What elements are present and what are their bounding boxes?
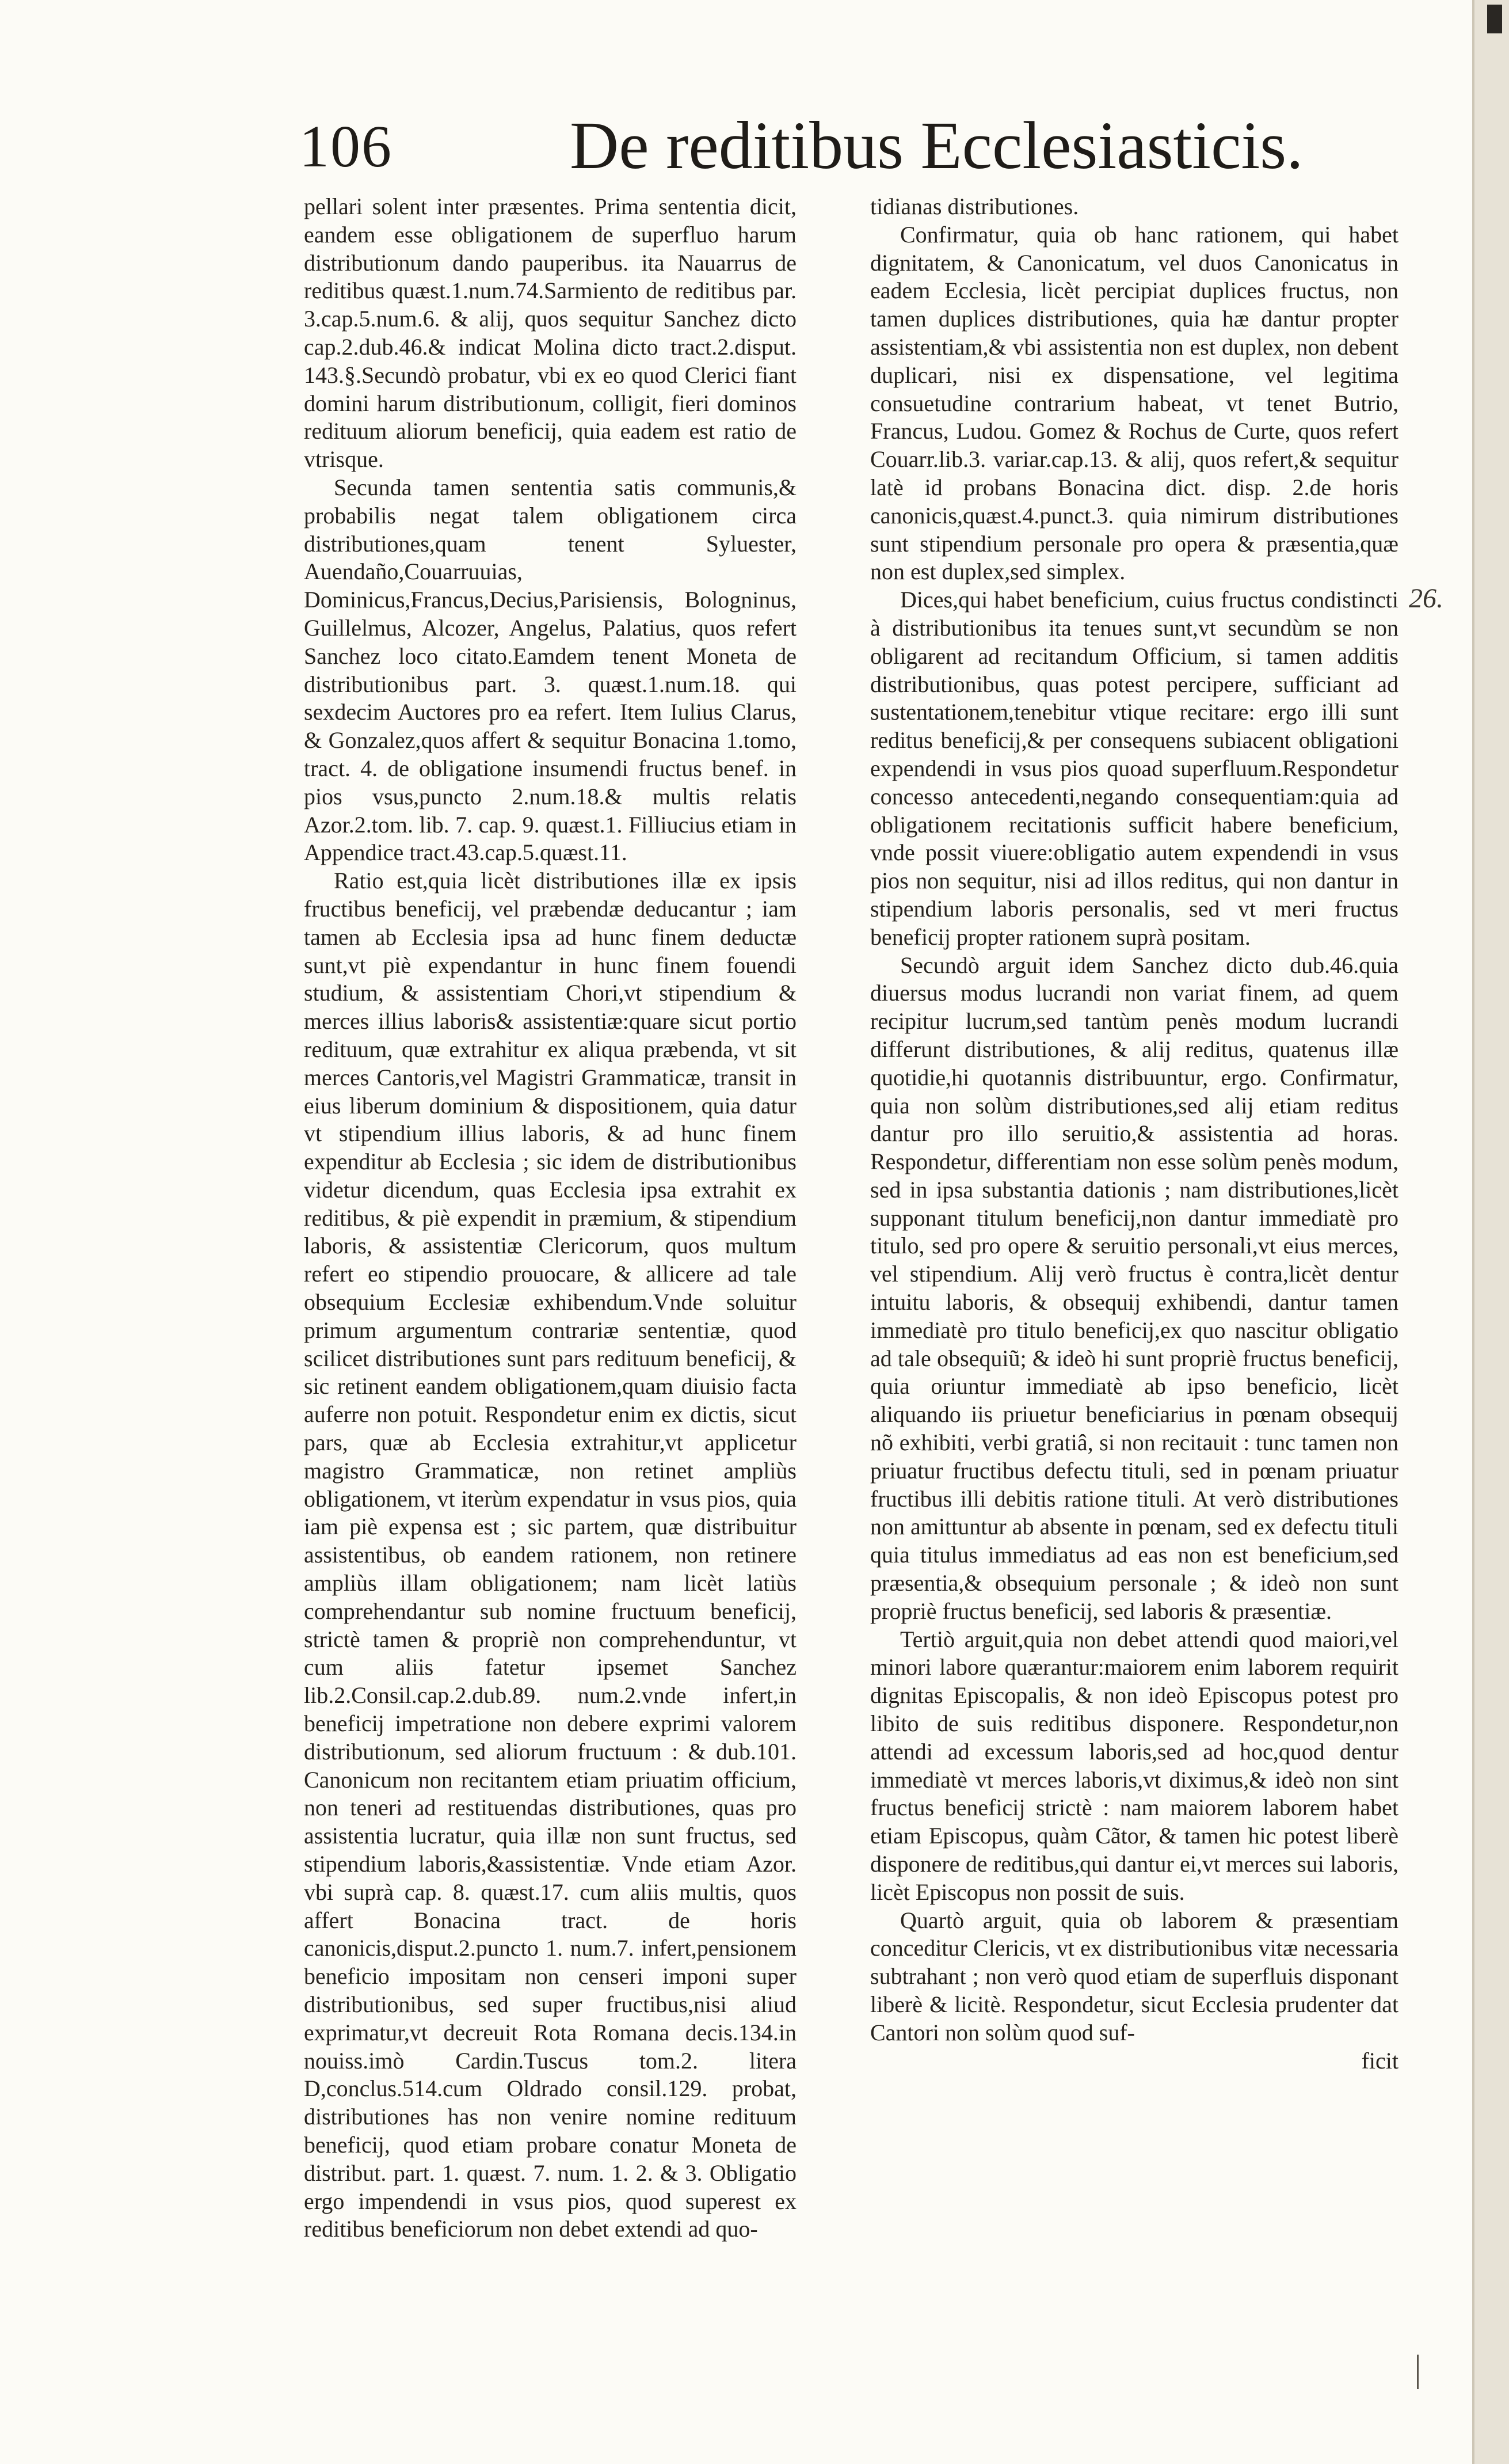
running-title: De reditibus Ecclesiasticis. <box>570 108 1304 183</box>
paragraph: Quartò arguit, quia ob laborem & præsentiam conceditur Clericis, vt ex distributionibus vitæ necessaria subtrahant ; non verò quod etiam de superfluis disponant liberè & licitè. Respondetur, sicut Ecclesia prudenter dat Cantori non solùm quod suf- <box>870 1907 1399 2045</box>
right-column <box>870 193 1399 2075</box>
paragraph: Tertiò arguit,quia non debet attendi quod maiori,vel minori labore quærantur:maiorem enim laborem requirit dignitas Episcopalis, & non ideò Episcopus potest pro libito de suis reditibus disponere. Respondetur,non attendi ad excessum laboris,sed ad hoc,quod dentur immediatè vt merces laboris,vt diximus,& ideò non sint fructus beneficij strictè : nam maiorem laborem habet etiam Episcopus, quàm Cãtor, & tamen hic potest liberè disponere de reditibus,qui dantur ei,vt merces sui laboris, licèt Episcopus non possit de suis. <box>870 1626 1399 1905</box>
paragraph: Secunda tamen sententia satis communis,& probabilis negat talem obligationem circa distributiones,quam tenent Syluester, Auendaño,Couarruuias, Dominicus,Francus,Decius,Parisiensis, Bologninus, Guillelmus, Alcozer, Angelus, Palatius, quos refert Sanchez loco citato.Eamdem tenent Moneta de distributionibus part. 3. quæst.1.num.18. qui sexdecim Auctores pro ea refert. Item Iulius Clarus, & Gonzalez,quos affert & sequitur Bonacina 1.tomo, tract. 4. de obligatione insumendi fructus benef. in pios vsus,puncto 2.num.18.& multis relatis Azor.2.tom. lib. 7. cap. 9. quæst.1. Filliucius etiam in Appendice tract.43.cap.5.quæst.11. <box>304 474 797 866</box>
catchword: ficit <box>1361 2047 1399 2074</box>
page-number: 106 <box>299 113 393 180</box>
paragraph: Confirmatur, quia ob hanc rationem, qui habet dignitatem, & Canonicatum, vel duos Canonicatus in eadem Ecclesia, licèt percipiat duplices fructus, non tamen duplices distributiones, quia hæ dantur propter assistentiam,& vbi assistentia non est duplex, non debent duplicari, nisi ex dispensatione, vel legitima consuetudine contrarium habeat, vt tenet Butrio, Francus, Ludou. Gomez & Rochus de Curte, quos refert Couarr.lib.3. variar.cap.13. & alij, quos refert,& sequitur latè id probans Bonacina dict. disp. 2.de horis canonicis,quæst.4.punct.3. quia nimirum distributiones sunt stipendium personale pro opera & præsentia,quæ non est duplex,sed simplex. <box>870 221 1399 585</box>
margin-note: 26. <box>1409 583 1443 614</box>
paragraph: pellari solent inter præsentes. Prima sententia dicit, eandem esse obligationem de superfluo harum distributionum dando pauperibus. ita Nauarrus de reditibus quæst.1.num.74.Sarmiento de reditibus par. 3.cap.5.num.6. & alij, quos sequitur Sanchez dicto cap.2.dub.46.& indicat Molina dicto tract.2.disput. 143.§.Secundò probatur, vbi ex eo quod Clerici fiant domini harum distributionum, colligit, fieri dominos redituum aliorum beneficij, quia eadem est ratio de vtrisque. <box>304 193 797 473</box>
page-header <box>299 107 1304 187</box>
left-column <box>304 193 797 2244</box>
paragraph: Dices,qui habet beneficium, cuius fructus condistincti à distributionibus ita tenues sunt,vt secundùm se non obligarent ad recitandum Officium, si tamen additis distributionibus, quas potest percipere, sufficiant ad sustentationem,tenebitur vtique recitare: ergo illi sunt reditus beneficij,& per consequens subiacent obligationi expendendi in vsus pios quoad superfluum.Respondetur concesso antecedenti,negando consequentiam:quia ad obligationem recitationis sufficit habere beneficium, vnde possit viuere:obligatio autem expendendi in vsus pios non sequitur, nisi ad illos reditus, qui non dantur in stipendium laboris personalis, sed vt meri fructus beneficij propter rationem suprà positam. <box>870 587 1399 950</box>
paragraph: Secundò arguit idem Sanchez dicto dub.46.quia diuersus modus lucrandi non variat finem, ad quem recipitur lucrum,sed tantùm penès modum lucrandi differunt distributiones, & alij reditus, quatenus illæ quotidie,hi quotannis distribuuntur, ergo. Confirmatur, quia non solùm distributiones,sed alij etiam reditus dantur pro illo seruitio,& assistentia ad horas. Respondetur, differentiam non esse solùm penès modum, sed in ipsa substantia dationis ; nam distributiones,licèt supponant titulum beneficij,non dantur immediatè pro titulo, sed pro opere & seruitio personali,vt eius merces, vel stipendium. Alij verò fructus è contra,licèt dentur intuitu laboris, & obsequij exhibendi, dantur tamen immediatè pro titulo beneficij,ex quo nascitur obligatio ad tale obsequiũ; & ideò hi sunt propriè fructus beneficij, quia oriuntur immediatè ab ipso beneficio, licèt aliquando iis priuetur beneficiarius in pœnam obsequij nõ exhibiti, verbi gratiâ, si non recitauit : tunc tamen non priuatur fructibus defectu tituli, sed in pœnam priuatur fructibus illi debitis ratione tituli. At verò distributiones non amittuntur ab absente in pœnam, sed ex defectu tituli quia titulus immediatus ad eas non est beneficium,sed præsentia,& obsequium personale ; & ideò non sunt propriè fructus beneficij, sed laboris & præsentiæ. <box>870 952 1399 1624</box>
paragraph: tidianas distributiones. <box>870 193 1079 219</box>
page-edge <box>1472 0 1509 2464</box>
paragraph: Ratio est,quia licèt distributiones illæ ex ipsis fructibus beneficij, vel præbendæ deducantur ; iam tamen ab Ecclesia ipsa ad hunc finem deductæ sunt,vt piè expendantur in hunc finem fouendi studium, & assistentiam Chori,vt stipendium & merces illius laboris& assistentiæ:quare sicut portio redituum, quæ extrahitur ex aliqua præbenda, vt sit merces Cantoris,vel Magistri Grammaticæ, transit in eius liberum dominium & dispositionem, quia datur vt stipendium illius laboris, & ad hunc finem expenditur ab Ecclesia ; sic idem de distributionibus videtur dicendum, quas Ecclesia ipsa extrahit ex reditibus, & piè expendit in præmium, & stipendium laboris, & assistentiæ Clericorum, quos multum refert eo stipendio prouocare, & allicere ad tale obsequium Ecclesiæ exhibendum.Vnde soluitur primum argumentum contrariæ sententiæ, quod scilicet distributiones sunt pars redituum beneficij, & sic retinent eandem obligationem,quam diuisio facta auferre non potuit. Respondetur enim ex dictis, sicut pars, quæ ab Ecclesia extrahitur,vt applicetur magistro Grammaticæ, non retinet ampliùs obligationem, vt iterùm expendatur in vsus pios, quia iam piè expensa est ; sic partem, quæ distribuitur assistentibus, ob eandem rationem, non retinere ampliùs illam obligationem; nam licèt latiùs comprehendantur sub nomine fructuum beneficij, strictè tamen & propriè non comprehenduntur, vt cum aliis fatetur ipsemet Sanchez lib.2.Consil.cap.2.dub.89. num.2.vnde infert,in beneficij impetratione non debere exprimi valorem distributionum, sed aliorum fructuum : & dub.101. Canonicum non recitantem etiam priuatim officium, non teneri ad restituendas distributiones, quas pro assistentia lucratur, quia illæ non sunt fructus, sed stipendium laboris,&assistentiæ. Vnde etiam Azor. vbi suprà cap. 8. quæst.17. cum aliis multis, quos affert Bonacina tract. de horis canonicis,disput.2.puncto 1. num.7. infert,pensionem beneficio impositam non censeri imponi super distributionibus, sed super fructibus,nisi aliud exprimatur,vt decreuit Rota Romana decis.134.in nouiss.imò Cardin.Tuscus tom.2. litera D,conclus.514.cum Oldrado consil.129. probat, distributiones has non venire nomine redituum beneficij, quod etiam probare conatur Moneta de distribut. part. 1. quæst. 7. num. 1. 2. & 3. Obligatio ergo impendendi in vsus pios, quod superest ex reditibus beneficiorum non debet extendi ad quo- <box>304 868 797 2242</box>
corner-mark <box>1487 5 1502 33</box>
pencil-mark <box>1417 2355 1419 2389</box>
